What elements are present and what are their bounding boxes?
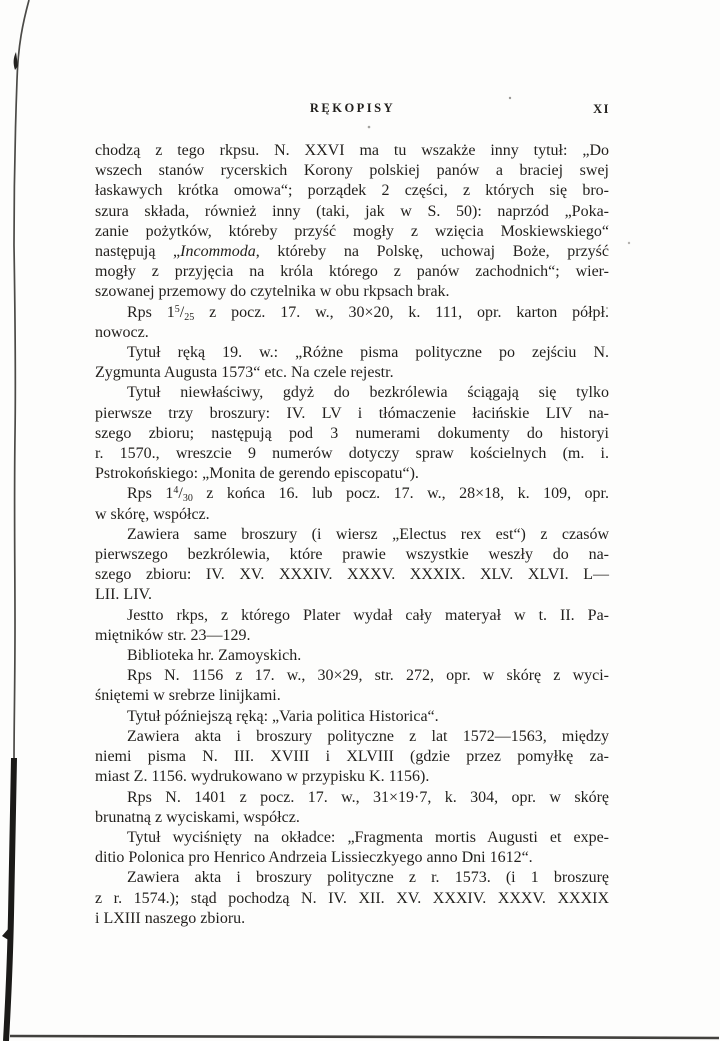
text-line	[95, 545, 609, 565]
spine-line-lower	[6, 758, 14, 1041]
bottom-edge-line	[10, 1036, 719, 1038]
text-segment: 5	[174, 303, 180, 315]
text-segment: mogły z przyjęcia na króla którego z panów zachodnich“; wier-	[95, 263, 609, 281]
document-body	[95, 141, 609, 929]
text-line	[95, 707, 609, 727]
text-line	[95, 303, 609, 323]
text-segment: Incommoda	[180, 243, 256, 261]
text-segment: Zawiera same broszury (i wiersz „Electus rex est“) z czasów	[127, 525, 609, 543]
text-segment: pierwszego bezkrólewia, które prawie wszystkie weszły do na-	[95, 546, 609, 564]
text-line	[95, 282, 609, 302]
text-line	[95, 727, 609, 747]
text-line	[95, 848, 609, 868]
paragraph	[95, 606, 609, 646]
text-segment: wszech stanów rycerskich Korony polskiej panów a braciej swej	[95, 162, 609, 180]
text-segment: szura składa, również inny (taki, jak w S. 50): naprzód „Poka-	[95, 202, 609, 220]
spine-line-upper	[14, 0, 29, 762]
text-line	[95, 767, 609, 787]
text-line	[95, 909, 609, 929]
text-segment: z r. 1574.); stąd pochodzą N. IV. XII. XV. XXXIV. XXXV. XXXIX	[95, 889, 609, 907]
text-line	[95, 889, 609, 909]
text-segment: Pstrokońskiego: „Monita de gerendo episcopatu“).	[95, 465, 419, 483]
text-line	[95, 323, 609, 343]
text-segment: chodzą z tego rkpsu. N. XXVI ma tu wszakże inny tytuł: „Do	[95, 142, 609, 159]
page-number: XI	[593, 102, 610, 116]
text-line	[95, 181, 609, 201]
text-segment: z końca 16. lub pocz. 17. w., 28×18, k. 109, opr.	[192, 485, 609, 503]
text-segment: Rps N. 1156 z 17. w., 30×29, str. 272, opr. w skórę z wyci-	[127, 667, 609, 685]
text-segment: Biblioteka hr. Zamoyskich.	[127, 647, 302, 665]
text-line	[95, 161, 609, 181]
text-line	[95, 666, 609, 686]
text-segment: Tytuł wyciśnięty na okładce: „Fragmenta mortis Augusti et expe-	[127, 828, 609, 846]
text-segment: Zawiera akta i broszury polityczne z lat 1572—1563, między	[127, 727, 609, 745]
text-segment: LII. LIV.	[95, 586, 153, 604]
text-line	[95, 525, 609, 545]
text-segment: następują „	[95, 243, 181, 261]
text-segment: ditio Polonica pro Henrico Andrzeia Lissieczkyego anno Dni 1612“.	[95, 849, 533, 867]
text-segment: 25	[184, 311, 195, 323]
paragraph	[95, 383, 609, 484]
text-line	[95, 464, 609, 484]
text-segment: śniętemi w srebrze linijkami.	[95, 687, 281, 705]
text-segment: Tytuł późniejszą ręką: „Varia politica Historica“.	[127, 707, 439, 725]
text-segment: Rps 1	[127, 485, 174, 503]
text-line	[95, 565, 609, 585]
text-segment: pierwsze trzy broszury: IV. LV i tłómaczenie łacińskie LIV na-	[95, 404, 609, 422]
text-segment: w skórę, współcz.	[95, 505, 210, 523]
text-line	[95, 505, 609, 525]
text-line	[95, 585, 609, 605]
text-segment: niemi pisma N. III. XVIII i XLVIII (gdzie przez pomyłkę za-	[95, 748, 609, 766]
text-line	[95, 646, 609, 666]
text-line	[95, 222, 609, 242]
text-segment: , któreby na Polskę, uchowaj Boże, przyść	[255, 243, 610, 261]
paragraph	[95, 707, 609, 727]
text-line	[95, 444, 609, 464]
page-header	[95, 101, 610, 121]
text-line	[95, 424, 609, 444]
paragraph	[95, 646, 609, 666]
text-segment: miast Z. 1156. wydrukowano w przypisku K. 1156).	[95, 768, 430, 786]
text-line	[95, 808, 609, 828]
text-segment: Rps 1	[127, 303, 175, 321]
text-line	[95, 202, 609, 222]
text-segment: Zawiera akta i broszury polityczne z r. 1573. (i 1 broszurę	[127, 869, 609, 887]
paragraph	[95, 828, 609, 868]
text-segment: r. 1570., wreszcie 9 numerów dotyczy spraw kościelnych (m. i.	[95, 445, 609, 463]
text-segment: 30	[182, 493, 193, 505]
text-segment: brunatną z wyciskami, współcz.	[95, 808, 300, 826]
spine-ink-blob	[14, 52, 18, 70]
text-line	[95, 686, 609, 706]
spine-notch	[2, 928, 10, 941]
text-line	[95, 363, 609, 383]
text-line	[95, 383, 609, 403]
text-segment: 4	[173, 485, 179, 497]
text-segment: z pocz. 17. w., 30×20, k. 111, opr. karton półpł.	[194, 303, 609, 321]
paragraph	[95, 484, 609, 524]
paragraph	[95, 727, 609, 788]
text-segment: miętników str. 23—129.	[95, 626, 251, 644]
paper-speck	[628, 242, 630, 244]
paragraph	[95, 303, 609, 343]
text-segment: Tytuł niewłaściwy, gdyż do bezkrólewia ściągają się tylko	[127, 384, 609, 402]
text-line	[95, 404, 609, 424]
paper-speck	[368, 126, 371, 129]
text-segment: nowocz.	[95, 323, 149, 341]
text-line	[95, 343, 609, 363]
text-line	[95, 606, 609, 626]
text-segment: Tytuł ręką 19. w.: „Różne pisma polityczne po zejściu N.	[127, 344, 609, 362]
text-segment: Rps N. 1401 z pocz. 17. w., 31×19·7, k. 304, opr. w skórę	[127, 788, 609, 806]
text-segment: szego zbioru: IV. XV. XXXIV. XXXV. XXXIX. XLV. XLVI. L—	[95, 566, 609, 584]
text-segment: zanie pożytków, któreby przyść mogły z wzięcia Moskiewskiego“	[95, 222, 609, 240]
text-line	[95, 242, 609, 262]
text-line	[95, 788, 609, 808]
text-segment: szowanej przemowy do czytelnika w obu rkpsach brak.	[95, 283, 450, 301]
paragraph	[95, 788, 609, 828]
paragraph	[95, 343, 609, 383]
paragraph	[95, 141, 609, 303]
text-segment: szego zbioru; następują pod 3 numerami dokumenty do historyi	[95, 424, 609, 442]
text-line	[95, 747, 609, 767]
running-title: RĘKOPISY	[309, 101, 396, 115]
text-segment: Zygmunta Augusta 1573“ etc. Na czele rejestr.	[95, 364, 394, 382]
text-line	[95, 626, 609, 646]
text-line	[95, 868, 609, 888]
text-line	[95, 262, 609, 282]
paragraph	[95, 525, 609, 606]
text-line	[95, 484, 609, 504]
paragraph	[95, 666, 609, 706]
paragraph	[95, 868, 609, 929]
paper-speck	[509, 97, 511, 99]
text-segment: /	[178, 485, 183, 503]
text-segment: i LXIII naszego zbioru.	[95, 909, 246, 927]
text-line	[95, 828, 609, 848]
text-line	[95, 141, 609, 161]
text-segment: łaskawych krótka omowa“; porządek 2 części, z których się bro-	[95, 182, 609, 200]
text-segment: Jestto rkps, z którego Plater wydał cały materyał w t. II. Pa-	[127, 606, 609, 624]
text-segment: /	[179, 303, 185, 321]
